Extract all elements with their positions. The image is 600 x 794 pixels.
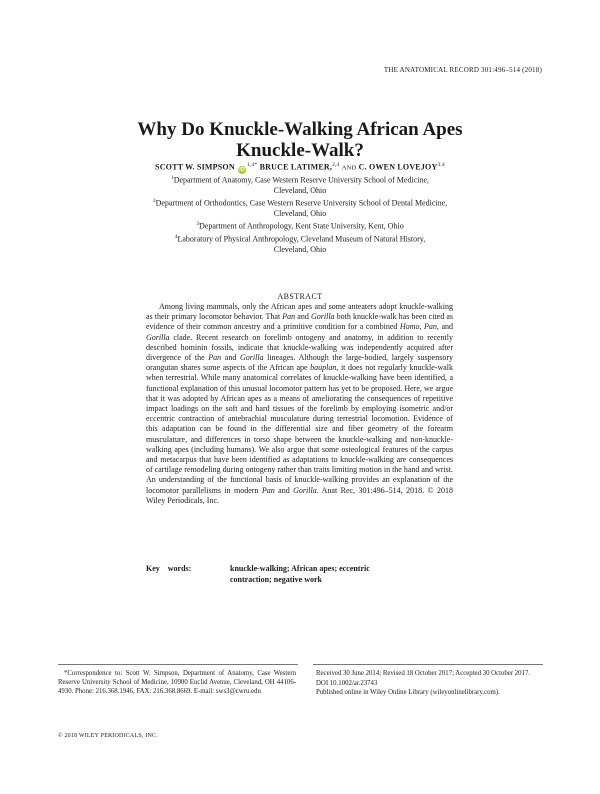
taxon-name: Pan: [208, 353, 222, 363]
taxon-name: Gorilla: [310, 312, 335, 322]
affil-text: Department of Orthodontics, Case Western Reserve University School of Dental Medicine,: [155, 198, 448, 208]
affiliation-2-cont: Cleveland, Ohio: [273, 208, 327, 218]
taxon-name: Homo: [399, 322, 420, 332]
abstract-text: and: [295, 312, 311, 322]
author-list: [0, 162, 600, 174]
taxon-name: Gorilla: [146, 332, 170, 342]
abstract-text: , and: [436, 322, 453, 332]
affil-text: Department of Anatomy, Case Western Reserve University School of Medicine,: [173, 175, 430, 185]
taxon-name: Pan: [424, 322, 437, 332]
abstract-text: Among living mammals, only the African apes and some anteaters adopt knuckle-walking as their primary locomotor behavior. That: [146, 302, 453, 322]
keywords-line-2: contraction; negative work: [230, 574, 322, 584]
keywords-line-1: knuckle-walking; African apes; eccentric: [230, 564, 370, 573]
keywords-label: Key words:: [146, 564, 192, 573]
author-name-simpson[interactable]: SCOTT W. SIMPSON: [155, 162, 235, 172]
abstract-text: and: [221, 353, 240, 363]
taxon-name: Gorilla: [239, 353, 264, 363]
affiliation-4: [100, 232, 500, 245]
affil-text: Department of Anthropology, Kent State University, Kent, Ohio: [199, 221, 404, 231]
correspondence-footnote: *Correspondence to: Scott W. Simpson, Department of Anatomy, Case Western Reserve University School of Medicine, 10900 Euclid Avenue, Cleveland, OH 44106-4930. Phone: 216.368.1946, FAX: 216.368.8669. E-mail: sws3@cwru.edu: [58, 670, 296, 696]
article-title: [0, 119, 600, 161]
author-name-lovejoy[interactable]: C. OWEN LOVEJOY: [358, 162, 438, 172]
title-line-2: Knuckle-Walk?: [236, 140, 364, 161]
abstract-text: lineages. Although the large-bodied, largely suspensory orangutan shares some aspects of the African ape: [146, 353, 453, 373]
author-affil-sup: 1,4*: [247, 162, 258, 168]
abstract-text: ,: [419, 322, 425, 332]
affiliation-2: [100, 196, 500, 209]
publication-info: [316, 669, 542, 698]
author-conjunction: AND: [341, 164, 357, 172]
title-line-1: Why Do Knuckle-Walking African Apes: [137, 119, 463, 140]
affiliation-1: [100, 173, 500, 186]
affil-number: 4: [174, 233, 178, 240]
affil-number: 1: [170, 175, 174, 181]
abstract-heading: ABSTRACT: [277, 292, 323, 301]
affiliation-4-cont: Cleveland, Ohio: [273, 244, 327, 254]
author-affil-sup: 3,4: [437, 162, 445, 168]
abstract-text: both knuckle-walk has been cited as evidence of their common ancestry and a primitive condition for a combined: [146, 312, 453, 332]
running-head: THE ANATOMICAL RECORD 301:496–514 (2018): [383, 66, 542, 74]
abstract-text: . Anat Rec, 301:496–514, 2018. © 2018 Wiley Periodicals, Inc.: [146, 485, 453, 505]
author-affil-sup: 2,4: [332, 162, 340, 168]
abstract-text: and: [274, 485, 294, 495]
doi-link[interactable]: DOI 10.1002/ar.23743: [316, 680, 378, 688]
abstract-body: [146, 302, 453, 506]
taxon-name: Pan: [282, 312, 296, 322]
published-online: Published online in Wiley Online Library (wileyonlinelibrary.com).: [316, 689, 500, 697]
affiliation-3: [100, 219, 500, 232]
footnote-divider-left: [58, 664, 298, 665]
taxon-name: Gorilla: [293, 485, 317, 495]
author-name-latimer[interactable]: BRUCE LATIMER,: [259, 162, 333, 172]
abstract-text: , it does not regularly knuckle-walk when terrestrial. While many anatomical correlates of knuckle-walking have been identified, a functional explanation of this unusual locomotor pattern has yet to be proposed. Here, we argue that it was adopted by African apes as a means of ameliorating the consequences of repetitive impact loadings on the soft and hard tissues of the forelimb by employing isometric and/or eccentric contraction of antebrachial musculature during terrestrial locomotion. Evidence of this adaptation can be found in the differential size and fiber geometry of the forearm musculature, and differences in torso shape between the knuckle-walking and non-knuckle-walking apes (including humans). We also argue that some osteological features of the carpus and metacarpus that have been identified as adaptations to knuckle-walking are consequences of cartilage remodeling during ontogeny rather than traits limiting motion in the hand and wrist. An understanding of the functional basis of knuckle-walking provides an explanation of the locomotor parallelisms in modern: [146, 363, 453, 495]
affil-text: Laboratory of Physical Anthropology, Cleveland Museum of Natural History,: [177, 234, 426, 244]
copyright-notice: © 2018 WILEY PERIODICALS, INC.: [58, 733, 158, 739]
taxon-name: Pan: [261, 485, 275, 495]
footnote-divider-right: [313, 664, 543, 665]
received-dates: Received 30 June 2014; Revised 18 October 2017; Accepted 30 October 2017.: [316, 670, 531, 677]
keywords: [146, 564, 453, 585]
affil-number: 3: [196, 221, 200, 228]
italic-term: bauplan: [310, 363, 337, 373]
affiliations: [100, 173, 500, 255]
orcid-icon[interactable]: iD: [239, 166, 245, 173]
abstract-text: clade. Recent research on forelimb ontogeny and anatomy, in addition to recently described hominin fossils, indicate that knuckle-walking was independently acquired after divergence of the: [146, 332, 453, 363]
affiliation-1-cont: Cleveland, Ohio: [273, 185, 327, 195]
affil-number: 2: [152, 198, 156, 205]
